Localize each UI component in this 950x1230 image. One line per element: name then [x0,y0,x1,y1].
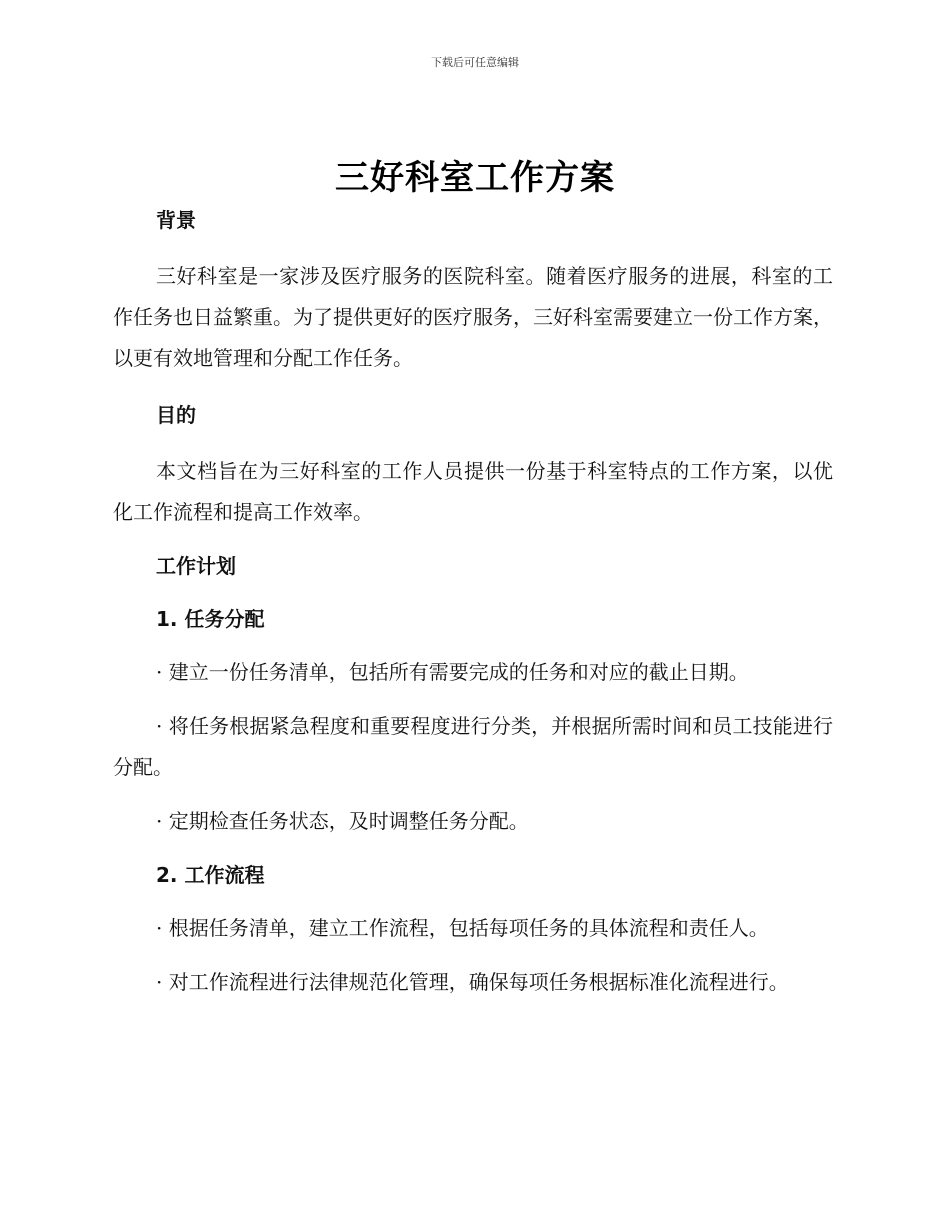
document-body [113,200,833,1003]
document-title: 三好科室工作方案 [335,158,615,198]
list-item-task-2: · 将任务根据紧急程度和重要程度进行分类，并根据所需时间和员工技能进行分配。 [113,714,833,779]
section-heading-background: 背景 [156,208,196,232]
subsection-heading-workflow: 2. 工作流程 [156,863,265,887]
section-heading-purpose: 目的 [156,403,196,427]
paragraph-purpose: 本文档旨在为三好科室的工作人员提供一份基于科室特点的工作方案，以优化工作流程和提高工作效率。 [113,459,833,524]
list-item-task-3: · 定期检查任务状态，及时调整任务分配。 [156,809,529,833]
list-item-flow-2: · 对工作流程进行法律规范化管理，确保每项任务根据标准化流程进行。 [156,970,789,994]
list-item-task-1: · 建立一份任务清单，包括所有需要完成的任务和对应的截止日期。 [156,660,749,684]
paragraph-background: 三好科室是一家涉及医疗服务的医院科室。随着医疗服务的进展，科室的工作任务也日益繁重。为了提供更好的医疗服务，三好科室需要建立一份工作方案，以更有效地管理和分配工作任务。 [113,264,833,370]
list-item-flow-1: · 根据任务清单，建立工作流程，包括每项任务的具体流程和责任人。 [156,916,769,940]
page-header-note: 下载后可任意编辑 [431,56,519,69]
section-heading-plan: 工作计划 [156,554,236,578]
subsection-heading-task-assignment: 1. 任务分配 [156,607,265,631]
